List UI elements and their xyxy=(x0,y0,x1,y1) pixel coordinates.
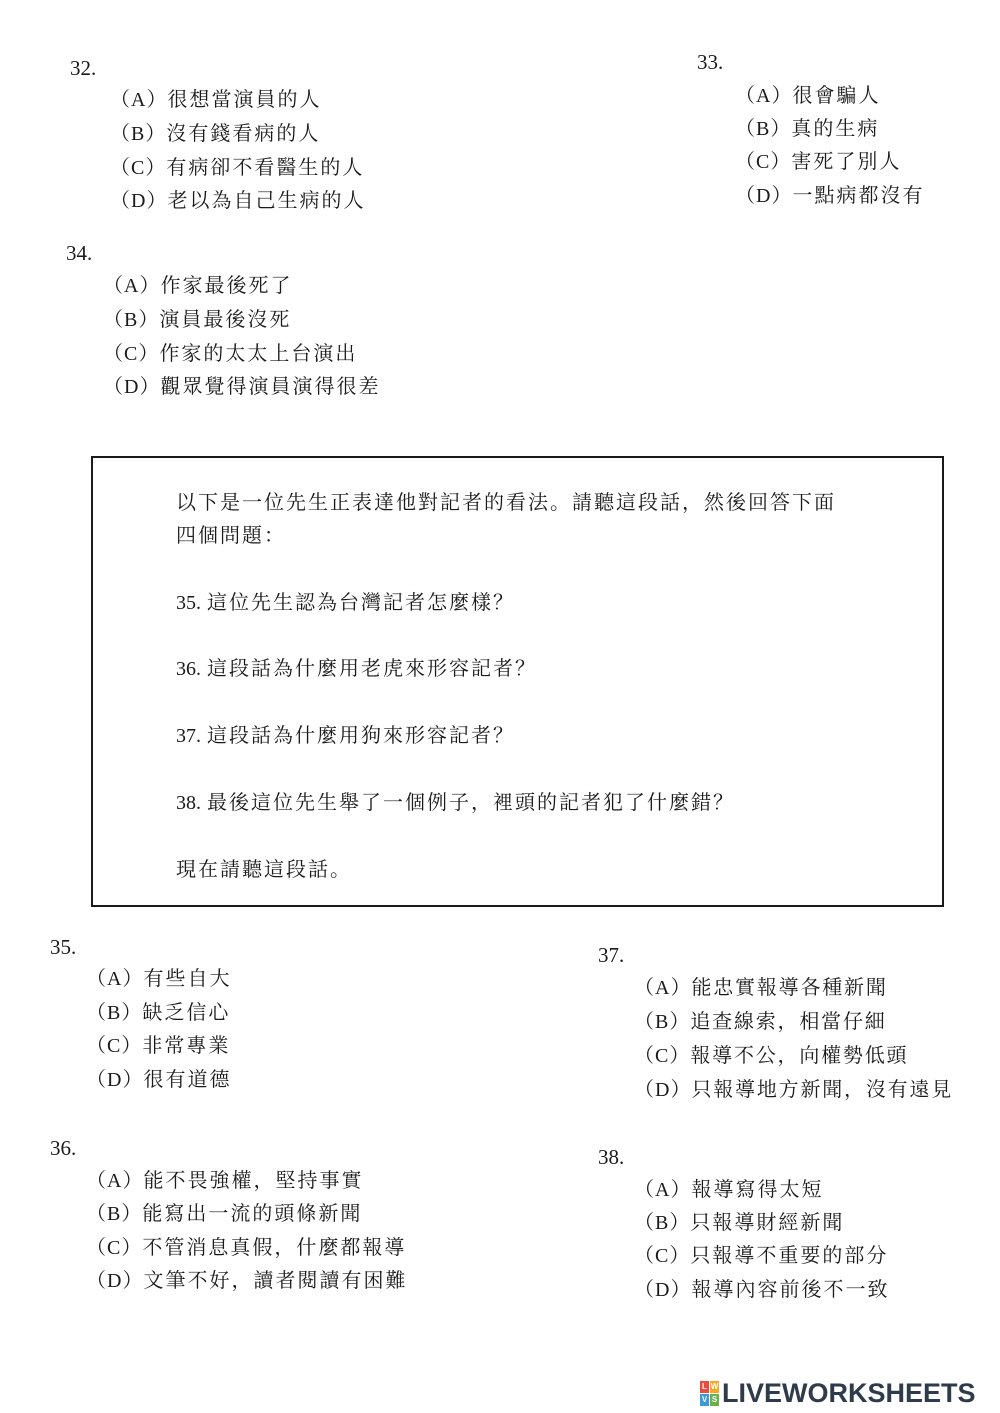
prompt-38: 38. 最後這位先生舉了一個例子，裡頭的記者犯了什麼錯？ xyxy=(176,790,735,814)
question-number: 33. xyxy=(697,50,724,74)
question-number: 38. xyxy=(598,1145,625,1169)
option-a[interactable]: （A）報導寫得太短 xyxy=(634,1177,824,1201)
instruction-intro: 以下是一位先生正表達他對記者的看法。請聽這段話，然後回答下面 xyxy=(176,490,836,514)
question-number: 36. xyxy=(50,1136,77,1160)
prompt-35: 35. 這位先生認為台灣記者怎麼樣？ xyxy=(176,590,515,614)
option-b[interactable]: （B）只報導財經新聞 xyxy=(634,1210,845,1234)
option-d[interactable]: （D）文筆不好，讀者閱讀有困難 xyxy=(86,1268,408,1292)
option-a[interactable]: （A）有些自大 xyxy=(86,966,232,990)
option-b[interactable]: （B）沒有錢看病的人 xyxy=(110,121,321,145)
question-number: 35. xyxy=(50,935,77,959)
option-b[interactable]: （B）缺乏信心 xyxy=(86,1000,231,1024)
option-c[interactable]: （C）有病卻不看醫生的人 xyxy=(110,155,365,179)
option-c[interactable]: （C）不管消息真假，什麼都報導 xyxy=(86,1235,407,1259)
option-b[interactable]: （B）能寫出一流的頭條新聞 xyxy=(86,1201,363,1225)
option-a[interactable]: （A）很想當演員的人 xyxy=(110,87,322,111)
option-b[interactable]: （B）真的生病 xyxy=(735,116,880,140)
option-c[interactable]: （C）報導不公，向權勢低頭 xyxy=(634,1043,909,1067)
option-d[interactable]: （D）只報導地方新聞，沒有遠見 xyxy=(634,1077,954,1101)
option-c[interactable]: （C）非常專業 xyxy=(86,1033,231,1057)
option-a[interactable]: （A）作家最後死了 xyxy=(103,273,293,297)
option-b[interactable]: （B）追查線索，相當仔細 xyxy=(634,1009,887,1033)
option-a[interactable]: （A）能不畏強權，堅持事實 xyxy=(86,1168,364,1192)
question-number: 32. xyxy=(70,56,97,80)
logo-icon: L W V S xyxy=(701,1381,719,1404)
option-d[interactable]: （D）報導內容前後不一致 xyxy=(634,1277,890,1301)
option-d[interactable]: （D）老以為自己生病的人 xyxy=(110,188,366,212)
prompt-37: 37. 這段話為什麼用狗來形容記者？ xyxy=(176,723,515,747)
option-c[interactable]: （C）作家的太太上台演出 xyxy=(103,341,358,365)
logo-text: LIVEWORKSHEETS xyxy=(722,1377,976,1408)
question-number: 34. xyxy=(66,241,93,265)
instruction-box xyxy=(91,456,944,907)
option-a[interactable]: （A）很會騙人 xyxy=(735,83,881,107)
liveworksheets-logo[interactable] xyxy=(700,1378,976,1408)
option-c[interactable]: （C）害死了別人 xyxy=(735,149,902,173)
prompt-36: 36. 這段話為什麼用老虎來形容記者？ xyxy=(176,656,537,680)
instruction-intro-cont: 四個問題： xyxy=(176,523,286,547)
question-number: 37. xyxy=(598,943,625,967)
instruction-closing: 現在請聽這段話。 xyxy=(176,857,352,881)
option-c[interactable]: （C）只報導不重要的部分 xyxy=(634,1243,889,1267)
option-d[interactable]: （D）一點病都沒有 xyxy=(735,183,925,207)
option-a[interactable]: （A）能忠實報導各種新聞 xyxy=(634,975,888,999)
option-d[interactable]: （D）觀眾覺得演員演得很差 xyxy=(103,374,381,398)
option-d[interactable]: （D）很有道德 xyxy=(86,1067,232,1091)
option-b[interactable]: （B）演員最後沒死 xyxy=(103,307,292,331)
